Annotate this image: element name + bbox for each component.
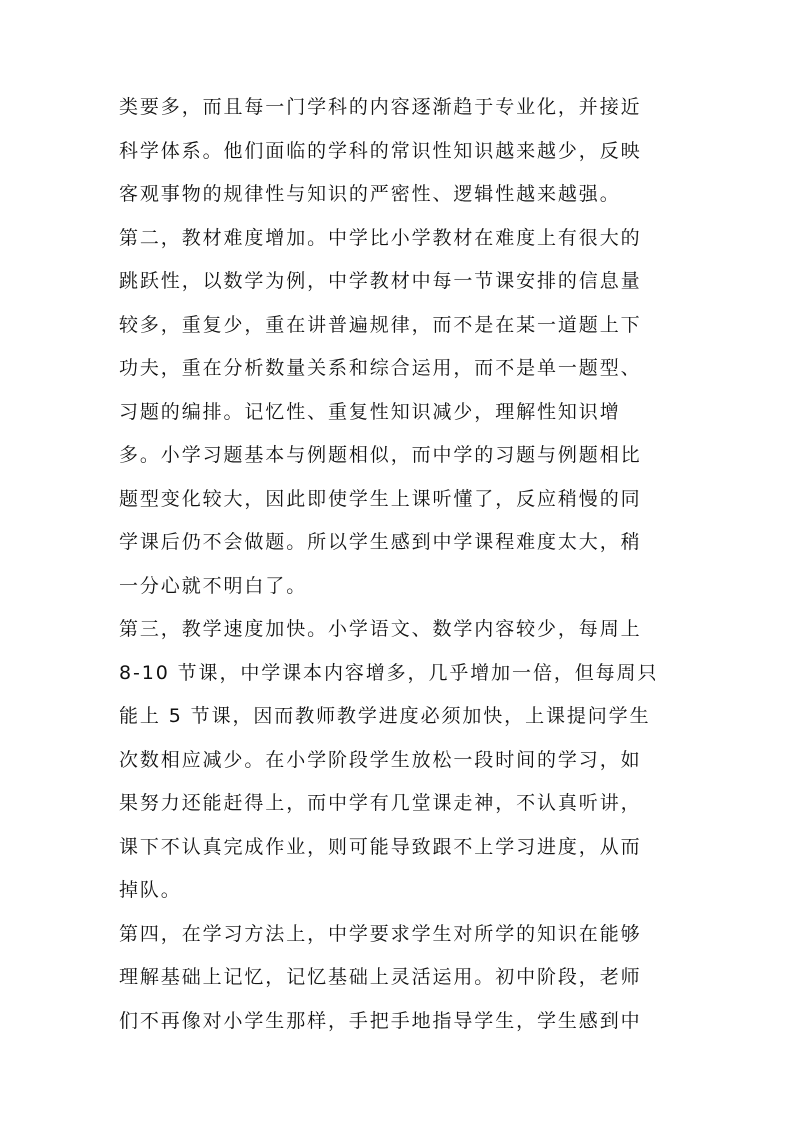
text-line: 掉队。 [119,879,182,901]
text-line: 较多，重复少，重在讲普遍规律，而不是在某一道题上下 [119,313,642,336]
document-body [119,86,679,1043]
text-line: 8-10 节课，中学课本内容增多，几乎增加一倍，但每周只 [119,661,659,684]
text-line: 第二，教材难度增加。中学比小学教材在难度上有很大的 [119,226,642,249]
text-line: 课下不认真完成作业，则可能导致跟不上学习进度，从而 [119,835,642,858]
text-line: 多。小学习题基本与例题相似，而中学的习题与例题相比 [119,444,642,466]
text-line: 们不再像对小学生那样，手把手地指导学生，学生感到中 [119,1009,642,1032]
text-line: 能上 5 节课，因而教师教学进度必须加快，上课提问学生 [119,705,651,727]
text-line: 第四，在学习方法上，中学要求学生对所学的知识在能够 [119,922,642,945]
text-line: 习题的编排。记忆性、重复性知识减少，理解性知识增 [119,400,621,423]
text-line: 果努力还能赶得上，而中学有几堂课走神，不认真听讲， [119,792,642,814]
text-line: 题型变化较大，因此即使学生上课听懂了，反应稍慢的同 [119,487,642,510]
text-line: 客观事物的规律性与知识的严密性、逻辑性越来越强。 [119,183,621,205]
text-line: 科学体系。他们面临的学科的常识性知识越来越少，反映 [119,139,642,162]
text-line: 第三，教学速度加快。小学语文、数学内容较少，每周上 [119,618,642,640]
text-line: 学课后仍不会做题。所以学生感到中学课程难度太大，稍 [119,531,642,553]
text-line: 类要多，而且每一门学科的内容逐渐趋于专业化，并接近 [119,96,642,118]
text-line: 次数相应减少。在小学阶段学生放松一段时间的学习，如 [119,748,642,771]
text-line: 跳跃性，以数学为例，中学教材中每一节课安排的信息量 [119,270,642,292]
text-line: 功夫，重在分析数量关系和综合运用，而不是单一题型、 [119,357,642,379]
text-line: 一分心就不明白了。 [119,574,308,597]
text-line: 理解基础上记忆，记忆基础上灵活运用。初中阶段，老师 [119,966,642,988]
